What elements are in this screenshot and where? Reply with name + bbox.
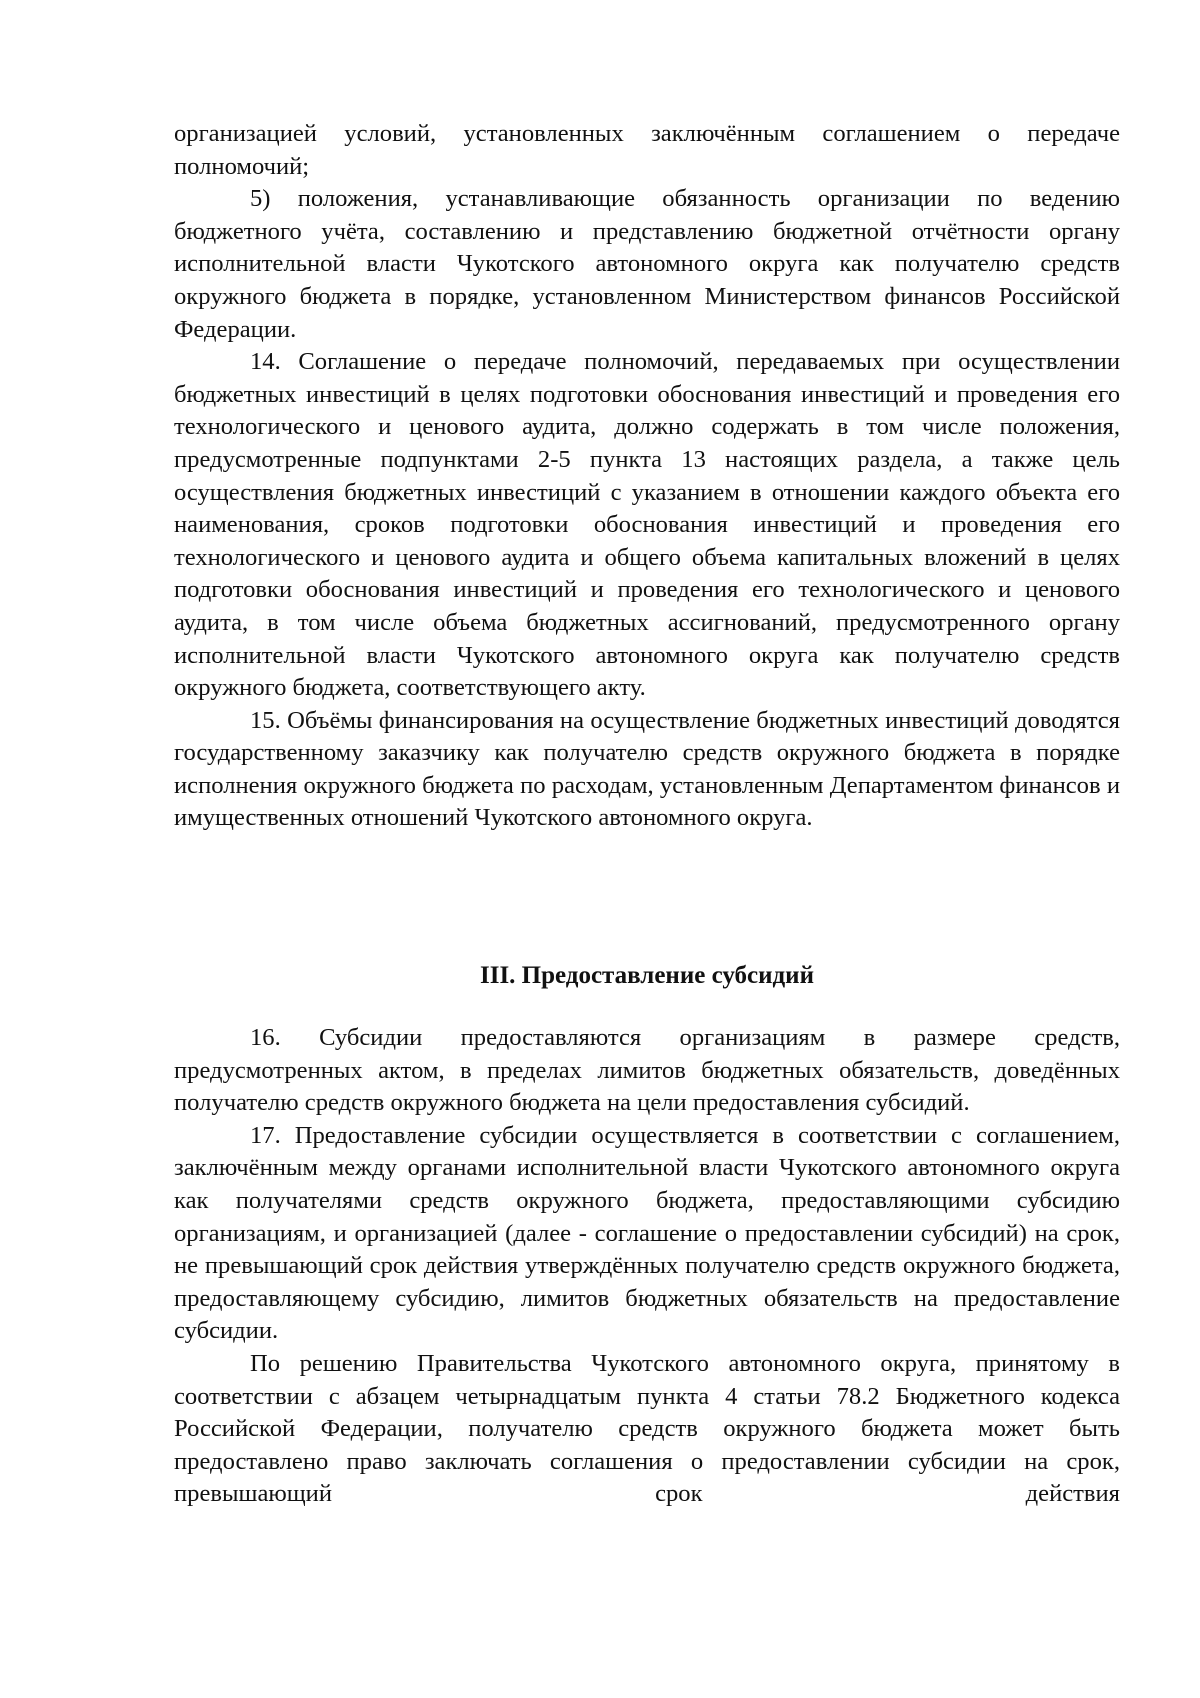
paragraph-decision: По решению Правительства Чукотского автономного округа, принятому в соответствии с абзацем четырнадцатым пункта 4 статьи 78.2 Бюджетного кодекса Российской Федерации, получателю средств окружного бюджета может быть предоставлено право заключать соглашения о предоставлении субсидии на срок, превышающий срок действия xyxy=(174,1349,1120,1508)
paragraph-17: 17. Предоставление субсидии осуществляется в соответствии с соглашением, заключённым между органами исполнительной власти Чукотского автономного округа как получателями средств окружного бюджета, предоставляющими субсидию организациям, и организацией (далее - соглашение о предоставлении субсидий) на срок, не превышающий срок действия утверждённых получателю средств окружного бюджета, предоставляющему субсидию, лимитов бюджетных обязательств на предоставление субсидии. xyxy=(174,1121,1120,1345)
section-heading: III. Предоставление субсидий xyxy=(480,962,814,989)
text-block-upper xyxy=(174,118,1120,835)
paragraph-item-5: 5) положения, устанавливающие обязанность организации по ведению бюджетного учёта, составлению и представлению бюджетной отчётности органу исполнительной власти Чукотского автономного округа как получателю средств окружного бюджета в порядке, установленном Министерством финансов Российской Федерации. xyxy=(174,185,1120,343)
paragraph-16: 16. Субсидии предоставляются организациям в размере средств, предусмотренных актом, в пределах лимитов бюджетных обязательств, доведённых получателю средств окружного бюджета на цели предоставления субсидий. xyxy=(174,1024,1120,1117)
paragraph-continuation: организацией условий, установленных заключённым соглашением о передаче полномочий; xyxy=(174,120,1120,180)
paragraph-14: 14. Соглашение о передаче полномочий, передаваемых при осуществлении бюджетных инвестиций в целях подготовки обоснования инвестиций и проведения его технологического и ценового аудита, должно содержать в том числе положения, предусмотренные подпунктами 2-5 пункта 13 настоящих раздела, а также цель осуществления бюджетных инвестиций с указанием в отношении каждого объекта его наименования, сроков подготовки обоснования инвестиций и проведения его технологического и ценового аудита и общего объема капитальных вложений в целях подготовки обоснования инвестиций и проведения его технологического и ценового аудита, в том числе объема бюджетных ассигнований, предусмотренного органу исполнительной власти Чукотского автономного округа как получателю средств окружного бюджета, соответствующего акту. xyxy=(174,348,1120,702)
paragraph-15: 15. Объёмы финансирования на осуществление бюджетных инвестиций доводятся государственному заказчику как получателю средств окружного бюджета в порядке исполнения окружного бюджета по расходам, установленным Департаментом финансов и имущественных отношений Чукотского автономного округа. xyxy=(174,706,1120,832)
text-block-lower xyxy=(174,1022,1120,1511)
